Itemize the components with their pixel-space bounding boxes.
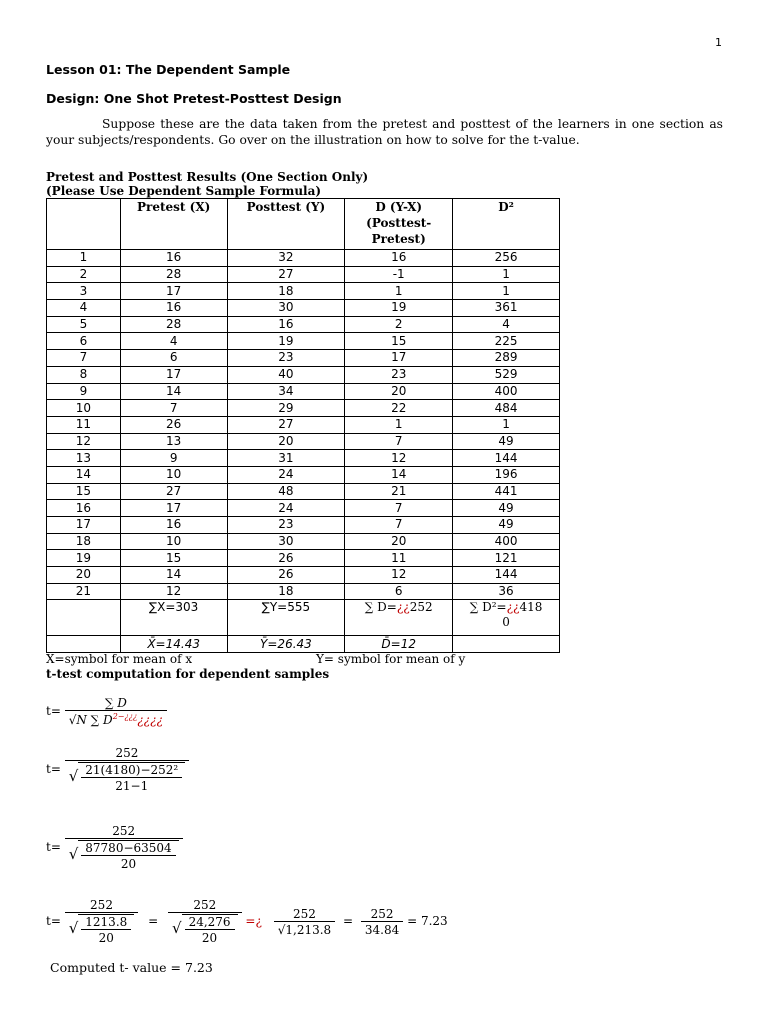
table-cell: 15 — [47, 483, 121, 500]
table-cell: 11 — [47, 416, 121, 433]
table-cell: 400 — [453, 533, 560, 550]
note-mean-y: Ȳ= symbol for mean of y — [316, 652, 466, 666]
table-row — [47, 517, 560, 534]
table-row — [47, 550, 560, 567]
table-cell: 32 — [227, 250, 345, 267]
table-cell: 14 — [47, 466, 121, 483]
table-cell: 27 — [227, 266, 345, 283]
design-title: Design: One Shot Pretest-Posttest Design — [46, 91, 342, 106]
results-table — [46, 198, 560, 653]
table-row — [47, 583, 560, 600]
table-cell: 12 — [345, 567, 453, 584]
table-cell: 27 — [227, 416, 345, 433]
table-cell: 7 — [345, 433, 453, 450]
table-cell: 23 — [345, 366, 453, 383]
intro-paragraph — [46, 117, 723, 148]
table-cell: 6 — [345, 583, 453, 600]
table-cell: 18 — [227, 583, 345, 600]
table-cell: 10 — [120, 533, 227, 550]
table-cell: 9 — [47, 383, 121, 400]
table-cell: 441 — [453, 483, 560, 500]
table-cell: 16 — [227, 316, 345, 333]
header-posttest: Posttest (Y) — [227, 199, 345, 250]
table-cell: 40 — [227, 366, 345, 383]
formula-general-denominator: √N ∑ $D^{2-¿¿¿}¿¿¿¿$ — [65, 710, 167, 727]
formula-result: = 7.23 — [407, 914, 448, 928]
table-cell: 20 — [345, 533, 453, 550]
table-cell: 16 — [120, 517, 227, 534]
table-row — [47, 416, 560, 433]
mean-row — [47, 636, 560, 653]
table-cell: 21 — [47, 583, 121, 600]
table-cell: 3 — [47, 283, 121, 300]
table-cell: 48 — [227, 483, 345, 500]
table-cell: 1 — [345, 416, 453, 433]
table-cell: 23 — [227, 350, 345, 367]
table-row — [47, 533, 560, 550]
table-cell: 4 — [47, 300, 121, 317]
header-pretest: Pretest (X) — [120, 199, 227, 250]
table-row — [47, 383, 560, 400]
table-cell: 13 — [120, 433, 227, 450]
table-cell: 21 — [345, 483, 453, 500]
table-cell: 17 — [120, 500, 227, 517]
table-cell: 20 — [345, 383, 453, 400]
table-cell: 11 — [345, 550, 453, 567]
table-cell: 49 — [453, 433, 560, 450]
table-cell: 1 — [453, 416, 560, 433]
table-cell: 8 — [47, 366, 121, 383]
table-cell: 196 — [453, 466, 560, 483]
table-cell: 16 — [120, 250, 227, 267]
table-row — [47, 433, 560, 450]
formula-step-1: t= 252 √ $\frac{\text{21(4180)−252²}}{21-1}$ — [46, 746, 189, 793]
header-difference: D (Y-X) (Posttest-Pretest) — [345, 199, 453, 250]
table-cell: 14 — [345, 466, 453, 483]
table-cell: 7 — [47, 350, 121, 367]
table-cell: 20 — [227, 433, 345, 450]
table-cell: 12 — [47, 433, 121, 450]
table-cell: 36 — [453, 583, 560, 600]
table-cell: 7 — [120, 400, 227, 417]
table-cell: 20 — [47, 567, 121, 584]
table-cell: 15 — [120, 550, 227, 567]
table-cell: 34 — [227, 383, 345, 400]
table-header-row — [47, 199, 560, 250]
page-number: 1 — [715, 36, 722, 49]
table-row — [47, 567, 560, 584]
table-cell: 225 — [453, 333, 560, 350]
sum-x: ∑X=303 — [120, 600, 227, 636]
table-row — [47, 366, 560, 383]
table-cell: 30 — [227, 533, 345, 550]
table-cell: 256 — [453, 250, 560, 267]
sum-d-squared: ∑ D²=¿¿418 0 — [453, 600, 560, 636]
table-cell: 26 — [227, 567, 345, 584]
table-row — [47, 466, 560, 483]
table-cell: 19 — [47, 550, 121, 567]
table-cell: 9 — [120, 450, 227, 467]
formula-general-numerator: ∑ D — [104, 696, 127, 710]
header-d-squared: D² — [453, 199, 560, 250]
table-cell: 17 — [120, 283, 227, 300]
table-cell: 12 — [345, 450, 453, 467]
table-cell: 361 — [453, 300, 560, 317]
table-row — [47, 250, 560, 267]
table-row — [47, 333, 560, 350]
table-cell: 5 — [47, 316, 121, 333]
table-cell: 26 — [120, 416, 227, 433]
computed-t-value: Computed t- value = 7.23 — [50, 960, 213, 975]
table-cell: 29 — [227, 400, 345, 417]
table-cell: 12 — [120, 583, 227, 600]
formula-step-3: t= 252 √ $\frac{1213.8}{20}$ = 252 √ $\frac{24,276}{20}$ =¿ $\frac{252}{√1,213.8}$ = $\frac{252}{34.84}$ = 7.23 — [46, 898, 448, 945]
table-row — [47, 283, 560, 300]
ttest-title: t-test computation for dependent samples — [46, 667, 330, 681]
table-cell: 10 — [120, 466, 227, 483]
table-cell: 6 — [47, 333, 121, 350]
table-cell: 4 — [453, 316, 560, 333]
table-cell: 17 — [47, 517, 121, 534]
table-cell: 30 — [227, 300, 345, 317]
table-cell: 19 — [345, 300, 453, 317]
table-cell: 1 — [345, 283, 453, 300]
table-cell: -1 — [345, 266, 453, 283]
table-cell: 14 — [120, 383, 227, 400]
table-cell: 17 — [120, 366, 227, 383]
table-row — [47, 266, 560, 283]
table-row — [47, 350, 560, 367]
table-cell: 1 — [453, 283, 560, 300]
table-cell: 18 — [47, 533, 121, 550]
table-cell: 24 — [227, 500, 345, 517]
table-title-line-2: (Please Use Dependent Sample Formula) — [46, 184, 322, 198]
mean-x: X̄=14.43 — [120, 636, 227, 653]
table-cell: 121 — [453, 550, 560, 567]
table-cell: 144 — [453, 450, 560, 467]
mean-y: Ȳ=26.43 — [227, 636, 345, 653]
table-cell: 24 — [227, 466, 345, 483]
table-row — [47, 500, 560, 517]
table-cell: 2 — [47, 266, 121, 283]
table-cell: 49 — [453, 517, 560, 534]
table-cell: 31 — [227, 450, 345, 467]
table-cell: 6 — [120, 350, 227, 367]
lesson-title: Lesson 01: The Dependent Sample — [46, 62, 291, 77]
table-cell: 484 — [453, 400, 560, 417]
table-cell: 400 — [453, 383, 560, 400]
table-row — [47, 450, 560, 467]
table-row — [47, 316, 560, 333]
table-cell: 10 — [47, 400, 121, 417]
table-cell: 7 — [345, 517, 453, 534]
table-cell: 28 — [120, 316, 227, 333]
sum-row — [47, 600, 560, 636]
table-cell: 16 — [47, 500, 121, 517]
table-row — [47, 300, 560, 317]
table-cell: 1 — [47, 250, 121, 267]
table-cell: 2 — [345, 316, 453, 333]
table-row — [47, 483, 560, 500]
table-cell: 22 — [345, 400, 453, 417]
sum-y: ∑Y=555 — [227, 600, 345, 636]
table-cell: 1 — [453, 266, 560, 283]
table-title-line-1: Pretest and Posttest Results (One Section Only) — [46, 170, 369, 184]
table-cell: 289 — [453, 350, 560, 367]
table-cell: 144 — [453, 567, 560, 584]
table-cell: 15 — [345, 333, 453, 350]
sum-d: ∑ D=¿¿252 — [345, 600, 453, 636]
mean-d: D̄=12 — [345, 636, 453, 653]
table-cell: 4 — [120, 333, 227, 350]
table-cell: 17 — [345, 350, 453, 367]
formula-step-2: t= 252 √ $\frac{87780-63504}{20}$ — [46, 824, 183, 871]
table-cell: 16 — [120, 300, 227, 317]
note-mean-x: X̄=symbol for mean of x — [46, 652, 193, 666]
table-cell: 16 — [345, 250, 453, 267]
table-cell: 18 — [227, 283, 345, 300]
table-cell: 529 — [453, 366, 560, 383]
table-cell: 14 — [120, 567, 227, 584]
table-cell: 28 — [120, 266, 227, 283]
header-index — [47, 199, 121, 250]
table-cell: 13 — [47, 450, 121, 467]
table-cell: 19 — [227, 333, 345, 350]
formula-general: t= $\frac{\sum D}{√N \sum D^{2-¿¿¿}¿¿¿¿}$ — [46, 696, 167, 727]
table-row — [47, 400, 560, 417]
table-cell: 26 — [227, 550, 345, 567]
table-cell: 23 — [227, 517, 345, 534]
table-cell: 7 — [345, 500, 453, 517]
table-cell: 49 — [453, 500, 560, 517]
table-cell: 27 — [120, 483, 227, 500]
intro-text: Suppose these are the data taken from the pretest and posttest of the learners in one section as your subjects/respondents. Go over on the illustration on how to solve for the t-value. — [46, 117, 723, 147]
